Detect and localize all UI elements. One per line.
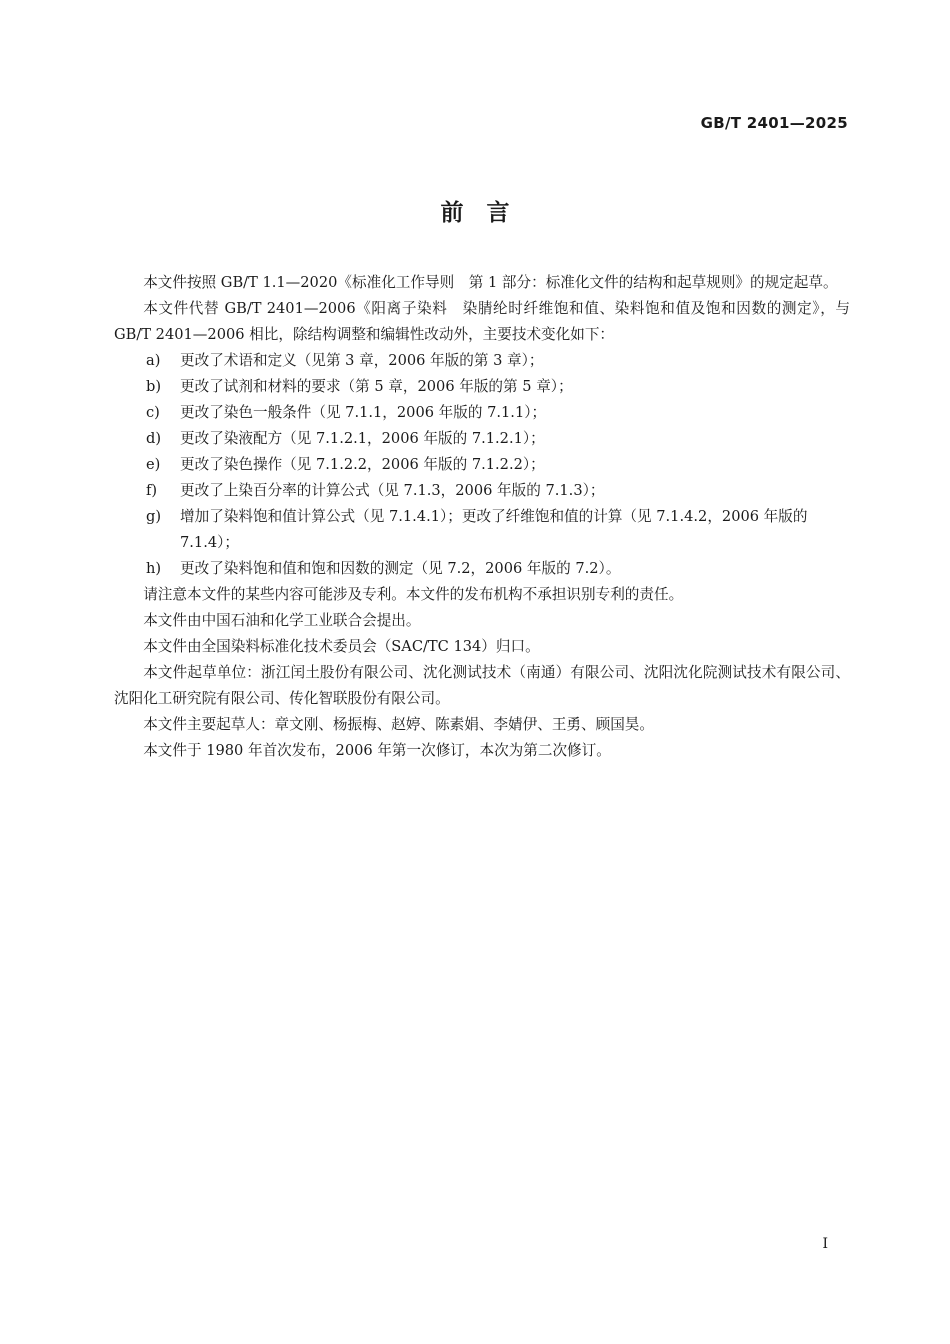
- list-item-text: 更改了染色一般条件（见 7.1.1，2006 年版的 7.1.1）；: [180, 404, 547, 421]
- list-item-label: e): [146, 456, 161, 473]
- paragraph-committee: 本文件由全国染料标准化技术委员会（SAC/TC 134）归口。: [143, 638, 540, 655]
- standard-code: GB/T 2401—2025: [700, 114, 848, 132]
- paragraph-drafting-units: 本文件起草单位：浙江闰土股份有限公司、沈化测试技术（南通）有限公司、沈阳沈化院测试技术有限公司、沈阳化工研究院有限公司、传化智联股份有限公司。: [114, 664, 850, 707]
- paragraph-history: 本文件于 1980 年首次发布，2006 年第一次修订，本次为第二次修订。: [143, 742, 611, 759]
- list-item: [114, 400, 850, 426]
- list-item: [114, 374, 850, 400]
- paragraph-basis: 本文件按照 GB/T 1.1—2020《标准化工作导则 第 1 部分：标准化文件的结构和起草规则》的规定起草。: [143, 274, 838, 291]
- list-item-label: a): [146, 352, 161, 369]
- paragraph-patent-notice: 请注意本文件的某些内容可能涉及专利。本文件的发布机构不承担识别专利的责任。: [143, 586, 684, 603]
- list-item-label: d): [146, 430, 162, 447]
- list-item-label: b): [146, 378, 162, 395]
- list-item-text: 更改了染料饱和值和饱和因数的测定（见 7.2，2006 年版的 7.2）。: [180, 560, 621, 577]
- list-item: [114, 478, 850, 504]
- list-item-text: 更改了染液配方（见 7.1.2.1，2006 年版的 7.1.2.1）；: [180, 430, 545, 447]
- list-item-label: h): [146, 560, 162, 577]
- list-item-text: 增加了染料饱和值计算公式（见 7.1.4.1）；更改了纤维饱和值的计算（见 7.1.4.2，2006 年版的 7.1.4）；: [180, 508, 808, 551]
- list-item: [114, 348, 850, 374]
- page-number: I: [822, 1236, 828, 1252]
- list-item-text: 更改了术语和定义（见第 3 章，2006 年版的第 3 章）；: [180, 352, 544, 369]
- paragraph-proposer: 本文件由中国石油和化学工业联合会提出。: [143, 612, 421, 629]
- list-item: [114, 504, 850, 556]
- list-item: [114, 426, 850, 452]
- paragraph-replacement: 本文件代替 GB/T 2401—2006《阳离子染料 染腈纶时纤维饱和值、染料饱和值及饱和因数的测定》，与 GB/T 2401—2006 相比，除结构调整和编辑性改动外，主要技术变化如下：: [114, 300, 850, 343]
- list-item-text: 更改了染色操作（见 7.1.2.2，2006 年版的 7.1.2.2）；: [180, 456, 545, 473]
- paragraph-drafters: 本文件主要起草人：章文刚、杨振梅、赵婷、陈素娟、李婧伊、王勇、顾国昊。: [143, 716, 654, 733]
- changes-list: [114, 348, 850, 582]
- list-item-text: 更改了上染百分率的计算公式（见 7.1.3，2006 年版的 7.1.3）；: [180, 482, 605, 499]
- list-item: [114, 556, 850, 582]
- list-item-label: c): [146, 404, 160, 421]
- page-title: 前 言: [440, 200, 510, 226]
- list-item-label: g): [146, 508, 162, 525]
- foreword-body: [114, 270, 850, 764]
- list-item: [114, 452, 850, 478]
- list-item-text: 更改了试剂和材料的要求（第 5 章，2006 年版的第 5 章）；: [180, 378, 573, 395]
- list-item-label: f): [146, 482, 158, 499]
